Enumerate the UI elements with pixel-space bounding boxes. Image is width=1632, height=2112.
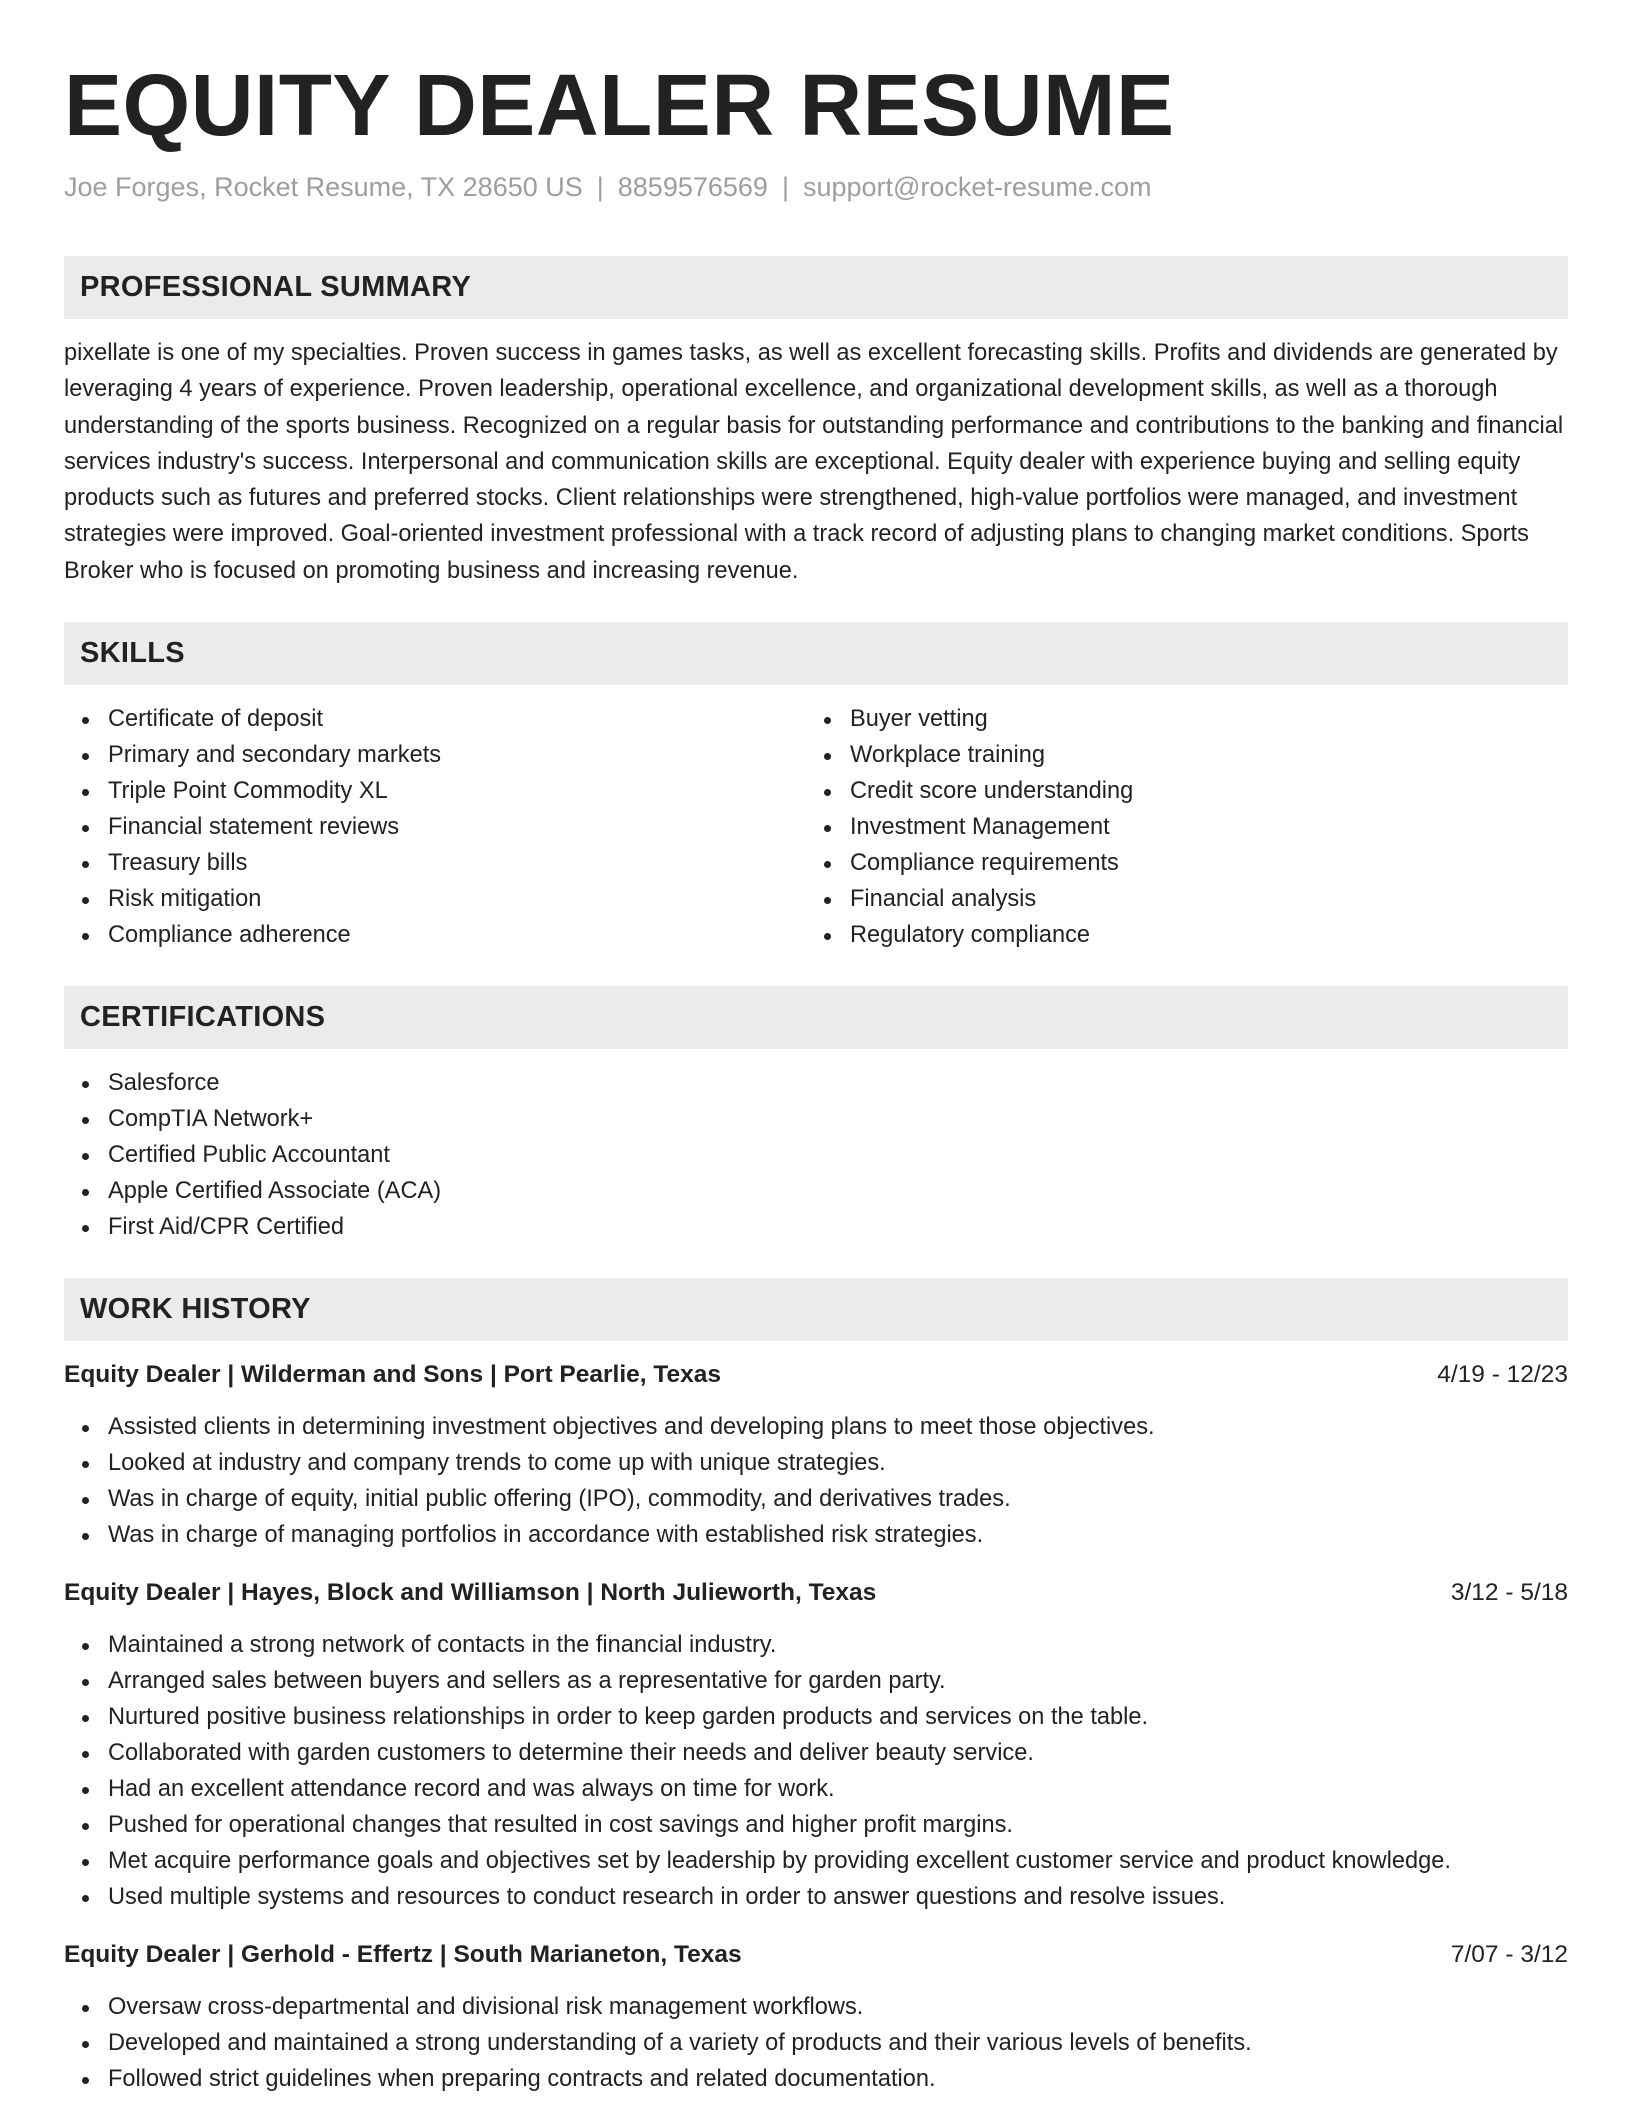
work-history-heading: WORK HISTORY — [64, 1278, 1568, 1341]
contact-address: Joe Forges, Rocket Resume, TX 28650 US — [64, 172, 583, 202]
certification-item: Salesforce — [64, 1065, 1568, 1101]
job-header — [64, 1575, 1568, 1611]
skills-list — [64, 701, 1568, 953]
contact-line — [64, 170, 1568, 204]
certification-item: CompTIA Network+ — [64, 1101, 1568, 1137]
job-bullet: Arranged sales between buyers and sellers as a representative for garden party. — [64, 1663, 1568, 1699]
contact-email: support@rocket-resume.com — [802, 172, 1152, 202]
skills-heading: SKILLS — [64, 622, 1568, 685]
job-bullet: Was in charge of managing portfolios in accordance with established risk strategies. — [64, 1517, 1568, 1553]
job-bullet: Used multiple systems and resources to conduct research in order to answer questions and resolve issues. — [64, 1879, 1568, 1915]
job-bullet: Had an excellent attendance record and was always on time for work. — [64, 1771, 1568, 1807]
job-bullet: Followed strict guidelines when preparing contracts and related documentation. — [64, 2061, 1568, 2097]
certification-item: Apple Certified Associate (ACA) — [64, 1173, 1568, 1209]
skills-column-left — [64, 701, 806, 953]
summary-heading: PROFESSIONAL SUMMARY — [64, 256, 1568, 319]
job-bullet: Nurtured positive business relationships in order to keep garden products and services on the table. — [64, 1699, 1568, 1735]
skills-column-right — [806, 701, 1548, 953]
job-bullet: Pushed for operational changes that resulted in cost savings and higher profit margins. — [64, 1807, 1568, 1843]
job-dates: 3/12 - 5/18 — [1450, 1579, 1568, 1607]
job-title: Equity Dealer | Gerhold - Effertz | South Marianeton, Texas — [64, 1941, 742, 1969]
job-entry — [64, 1575, 1568, 1915]
job-bullet: Was in charge of equity, initial public offering (IPO), commodity, and derivatives trades. — [64, 1481, 1568, 1517]
skill-item: Buyer vetting — [806, 701, 1548, 737]
job-title: Equity Dealer | Hayes, Block and Williamson | North Julieworth, Texas — [64, 1579, 877, 1607]
skill-item: Credit score understanding — [806, 773, 1548, 809]
job-header — [64, 1937, 1568, 1973]
skill-item: Financial statement reviews — [64, 809, 806, 845]
job-bullet: Collaborated with garden customers to determine their needs and deliver beauty service. — [64, 1735, 1568, 1771]
skill-item: Financial analysis — [806, 881, 1548, 917]
contact-phone: 8859576569 — [617, 172, 768, 202]
contact-separator: | — [596, 172, 604, 202]
skill-item: Investment Management — [806, 809, 1548, 845]
summary-text: pixellate is one of my specialties. Proven success in games tasks, as well as excellent forecasting skills. Profits and dividends are generated by leveraging 4 years of experience. Proven leadership, operational excellence, and organizational development skills, as well as a thorough understanding of the sports business. Recognized on a regular basis for outstanding performance and contributions to the banking and financial services industry's success. Interpersonal and communication skills are exceptional. Equity dealer with experience buying and selling equity products such as futures and preferred stocks. Client relationships were strengthened, high-value portfolios were managed, and investment strategies were improved. Goal-oriented investment professional with a track record of adjusting plans to changing market conditions. Sports Broker who is focused on promoting business and increasing revenue. — [64, 340, 1564, 584]
job-title: Equity Dealer | Wilderman and Sons | Port Pearlie, Texas — [64, 1361, 722, 1389]
job-bullet: Maintained a strong network of contacts in the financial industry. — [64, 1627, 1568, 1663]
job-bullet: Assisted clients in determining investment objectives and developing plans to meet those objectives. — [64, 1409, 1568, 1445]
job-dates: 7/07 - 3/12 — [1450, 1941, 1568, 1969]
job-bullet: Met acquire performance goals and objectives set by leadership by providing excellent customer service and product knowledge. — [64, 1843, 1568, 1879]
certification-item: First Aid/CPR Certified — [64, 1209, 1568, 1245]
job-entry — [64, 1357, 1568, 1553]
skill-item: Treasury bills — [64, 845, 806, 881]
job-bullets — [64, 1409, 1568, 1553]
skill-item: Primary and secondary markets — [64, 737, 806, 773]
job-bullet: Looked at industry and company trends to come up with unique strategies. — [64, 1445, 1568, 1481]
contact-separator: | — [781, 172, 789, 202]
job-bullet: Developed and maintained a strong understanding of a variety of products and their various levels of benefits. — [64, 2025, 1568, 2061]
skill-item: Certificate of deposit — [64, 701, 806, 737]
skill-item: Regulatory compliance — [806, 917, 1548, 953]
skill-item: Compliance requirements — [806, 845, 1548, 881]
job-bullets — [64, 1627, 1568, 1915]
job-entry — [64, 1937, 1568, 2097]
skill-item: Compliance adherence — [64, 917, 806, 953]
job-header — [64, 1357, 1568, 1393]
skill-item: Risk mitigation — [64, 881, 806, 917]
certifications-heading: CERTIFICATIONS — [64, 986, 1568, 1049]
job-dates: 4/19 - 12/23 — [1437, 1361, 1568, 1389]
resume-title: EQUITY DEALER RESUME — [64, 57, 1175, 154]
certifications-list — [64, 1065, 1568, 1245]
skill-item: Workplace training — [806, 737, 1548, 773]
job-bullets — [64, 1989, 1568, 2097]
job-bullet: Oversaw cross-departmental and divisional risk management workflows. — [64, 1989, 1568, 2025]
certification-item: Certified Public Accountant — [64, 1137, 1568, 1173]
skill-item: Triple Point Commodity XL — [64, 773, 806, 809]
